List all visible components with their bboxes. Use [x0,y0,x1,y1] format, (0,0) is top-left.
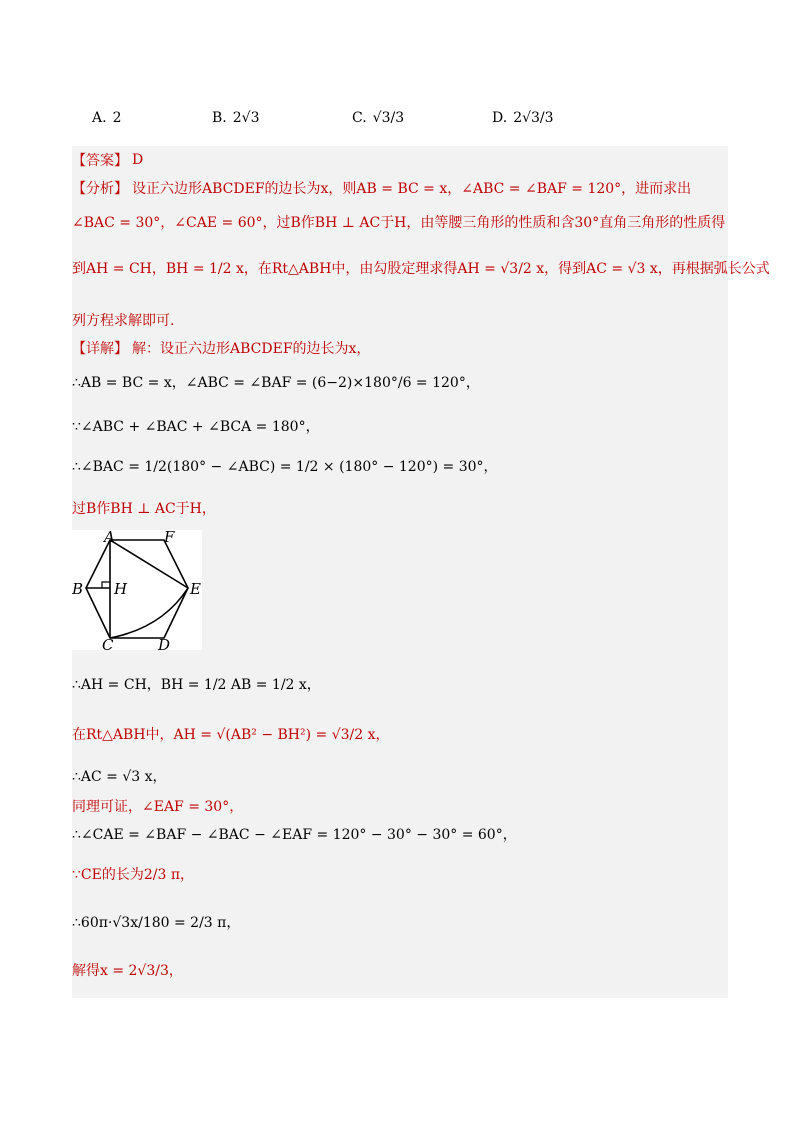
hexagon-diagram [72,530,202,650]
label-c: C [102,636,114,650]
answer-tag: 【答案】 [72,153,128,169]
analysis-line-3 [72,258,770,278]
answer-text: D [132,152,144,168]
detail-text-1: 解：设正六边形ABCDEF的边长为x， [132,341,371,357]
hexagon-outline [86,540,188,638]
analysis-text-4: 列方程求解即可. [72,313,175,329]
detail-line-10 [72,824,517,844]
right-angle-mark [102,582,110,588]
detail-line-12 [72,912,240,932]
detail-line-6 [72,674,321,694]
analysis-tag: 【分析】 [72,181,128,197]
choice-d-value: 2√3/3 [513,110,554,126]
detail-text-11: ∵CE的长为2/3 π， [72,867,195,883]
answer-line [72,150,143,170]
detail-text-3: ∵∠ABC + ∠BAC + ∠BCA = 180°， [72,419,320,435]
detail-text-2: ∴AB = BC = x，∠ABC = ∠BAF = (6−2)×180°/6 = 120°， [72,375,480,391]
analysis-line-1 [72,178,691,198]
answer-choices [92,96,692,140]
detail-text-7: 在Rt△ABH中，AH = √(AB² − BH²) = √3/2 x， [72,727,390,743]
solution-panel [72,146,770,998]
analysis-line-4 [72,310,174,330]
analysis-text-3: 到AH = CH，BH = 1/2 x，在Rt△ABH中，由勾股定理求得AH = √3/2 x，得到AC = √3 x，再根据弧长公式 [72,261,770,277]
detail-line-3 [72,416,320,436]
detail-text-4: ∴∠BAC = 1/2(180° − ∠ABC) = 1/2 × (180° − 120°) = 30°， [72,459,498,475]
analysis-text-1: 设正六边形ABCDEF的边长为x，则AB = BC = x，∠ABC = ∠BAF = 120°，进而求出 [132,181,692,197]
detail-line-11 [72,864,194,884]
choice-a [92,96,121,140]
choice-d [492,96,554,140]
detail-line-1 [72,338,370,358]
detail-line-13 [72,960,183,980]
analysis-line-2 [72,212,725,232]
choice-c-value: √3/3 [372,110,405,126]
detail-line-2 [72,372,480,392]
choice-b-label: B. [212,110,227,126]
label-h: H [114,580,128,598]
detail-line-8 [72,766,167,786]
analysis-text-2: ∠BAC = 30°，∠CAE = 60°，过B作BH ⊥ AC于H，由等腰三角形的性质和含30°直角三角形的性质得 [72,215,726,231]
detail-text-5: 过B作BH ⊥ AC于H， [72,501,216,517]
choice-a-label: A. [92,110,107,126]
detail-text-8: ∴AC = √3 x， [72,769,167,785]
detail-line-7 [72,724,390,744]
detail-text-13: 解得x = 2√3/3， [72,963,183,979]
hexagon-figure [72,530,202,650]
label-f: F [164,530,175,546]
choice-a-value: 2 [112,110,122,126]
detail-text-9: 同理可证，∠EAF = 30°， [72,799,244,815]
label-d: D [158,636,171,650]
detail-line-9 [72,796,243,816]
label-b: B [72,580,84,598]
detail-line-4 [72,456,498,476]
detail-text-6: ∴AH = CH，BH = 1/2 AB = 1/2 x， [72,677,321,693]
choice-d-label: D. [492,110,508,126]
label-e: E [190,580,201,598]
label-a: A [104,530,115,546]
detail-text-12: ∴60π·√3x/180 = 2/3 π， [72,915,241,931]
detail-text-10: ∴∠CAE = ∠BAF − ∠BAC − ∠EAF = 120° − 30° − 30° = 60°， [72,827,517,843]
choice-c [352,96,404,140]
choice-b [212,96,260,140]
choice-b-value: 2√3 [232,110,260,126]
detail-tag: 【详解】 [72,341,128,357]
detail-line-5 [72,498,216,518]
choice-c-label: C. [352,110,367,126]
